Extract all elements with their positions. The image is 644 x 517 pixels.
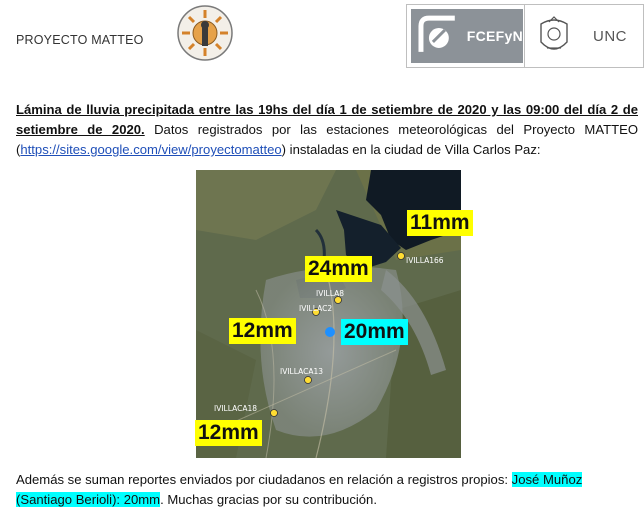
fcefyn-logo (411, 9, 523, 63)
intro-paragraph (16, 100, 638, 160)
rain-label-12mm-center: 12mm (229, 318, 296, 344)
matteo-logo (176, 4, 234, 62)
rain-label-20mm: 20mm (341, 319, 408, 345)
reporter-value: (Santiago Berioli): 20mm (16, 492, 161, 507)
header-title: PROYECTO MATTEO (16, 33, 144, 47)
station-label-13: IVILLACA13 (280, 367, 323, 376)
rain-label-24mm: 24mm (305, 256, 372, 282)
station-label-2: IVILLAC2 (299, 304, 333, 313)
fcefyn-emblem-icon (415, 12, 463, 60)
rain-label-11mm: 11mm (407, 210, 473, 236)
institution-logos (406, 4, 644, 68)
intro-text: Datos registrados por las estaciones meteorológicas del Proyecto MATTEO ( (16, 122, 639, 157)
project-link[interactable]: https://sites.google.com/view/proyectomatteo (20, 142, 282, 157)
footer-text: Además se suman reportes enviados por ciudadanos en relación a registros propios: (16, 472, 512, 487)
station-label-166: IVILLA166 (406, 256, 444, 265)
rain-label-12mm-south: 12mm (195, 420, 262, 446)
reporter-name: José Muñoz (511, 472, 583, 487)
intro-title: Lámina de lluvia precipitada entre las 19hs del día 1 de setiembre de 2020 y las 09:00 del día 2 de setiembre de 2020. (16, 102, 638, 137)
station-label-8: IVILLA8 (316, 289, 344, 298)
fcefyn-label: FCEFyN (466, 28, 523, 44)
footer-text-end: . Muchas gracias por su contribución. (160, 492, 377, 507)
footer-paragraph (16, 470, 638, 510)
unc-seal-icon (537, 14, 571, 58)
intro-text-end: ) instaladas en la ciudad de Villa Carlos Paz: (281, 142, 541, 157)
station-label-18: IVILLACA18 (214, 404, 257, 413)
unc-label: UNC (593, 27, 627, 45)
